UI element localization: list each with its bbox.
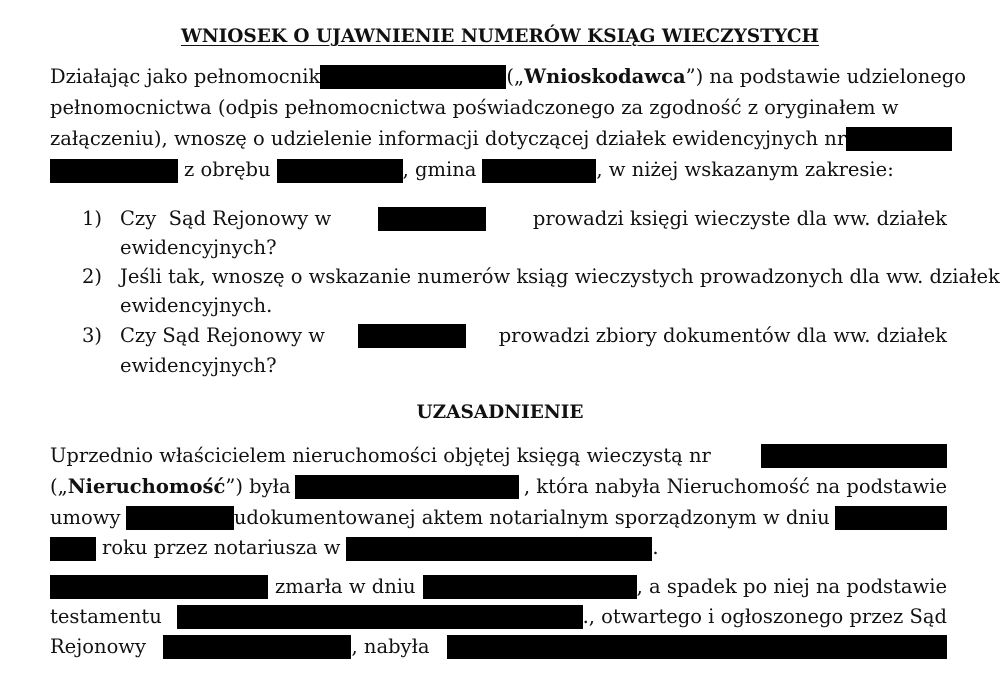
redaction-box — [358, 324, 466, 348]
document-title: WNIOSEK O UJAWNIENIE NUMERÓW KSIĄG WIECZYSTYCH — [180, 26, 820, 47]
intro-line-1: Działając jako pełnomocnik („Wnioskodawca”) na podstawie udzielonego — [50, 62, 947, 92]
p1-line-4: roku przez notariusza w . — [50, 533, 947, 563]
redaction-box — [423, 575, 637, 599]
section-heading: UZASADNIENIE — [416, 402, 584, 423]
property-label: („Nieruchomość”) była — [50, 475, 291, 498]
p2-line-2: testamentu ., otwartego i ogłoszonego przez Sąd — [50, 605, 947, 628]
list-number: 2) — [82, 265, 103, 288]
redaction-box — [761, 444, 947, 468]
intro-line-3: załączeniu), wnoszę o udzielenie informacji dotyczącej działek ewidencyjnych nr — [50, 124, 947, 154]
intro-line-2: pełnomocnictwa (odpis pełnomocnictwa poświadczonego za zgodność z oryginałem w — [50, 96, 899, 119]
list-item-3-line-1: Czy Sąd Rejonowy w prowadzi zbiory dokumentów dla ww. działek — [120, 324, 947, 347]
intro-applicant-label: („Wnioskodawca”) na podstawie udzielonego — [506, 65, 967, 88]
redaction-box — [295, 475, 519, 499]
p1-line-1: Uprzednio właścicielem nieruchomości objętej księgą wieczystą nr — [50, 441, 947, 471]
list-item-2-line-2: ewidencyjnych. — [120, 294, 273, 317]
redaction-box — [346, 537, 652, 561]
redaction-box — [320, 65, 506, 89]
redaction-box — [50, 575, 268, 599]
list-number: 1) — [82, 207, 103, 230]
redaction-box — [447, 635, 947, 659]
p1-line-2: („Nieruchomość”) była , która nabyła Nieruchomość na podstawie — [50, 472, 947, 502]
redaction-box — [50, 537, 96, 561]
redaction-box — [846, 127, 952, 151]
list-item-1-line-1: Czy Sąd Rejonowy w prowadzi księgi wieczyste dla ww. działek — [120, 207, 947, 230]
redaction-box — [835, 506, 947, 530]
redaction-box — [50, 159, 178, 183]
redaction-box — [378, 207, 486, 231]
p1-line-3: umowy udokumentowanej aktem notarialnym sporządzonym w dniu — [50, 503, 947, 533]
list-number: 3) — [82, 324, 103, 347]
redaction-box — [482, 159, 596, 183]
list-item-3-line-2: ewidencyjnych? — [120, 354, 277, 377]
redaction-box — [177, 605, 583, 629]
redaction-box — [277, 159, 403, 183]
p2-line-3: Rejonowy , nabyła — [50, 632, 947, 662]
redaction-box — [163, 635, 351, 659]
list-item-2-line-1: Jeśli tak, wnoszę o wskazanie numerów ksiąg wieczystych prowadzonych dla ww. działek — [120, 265, 1000, 288]
redaction-box — [126, 506, 234, 530]
intro-line-4: z obrębu , gmina , w niżej wskazanym zakresie: — [50, 155, 947, 185]
p2-line-1: zmarła w dniu , a spadek po niej na podstawie — [50, 572, 947, 602]
list-item-1-line-2: ewidencyjnych? — [120, 236, 277, 259]
